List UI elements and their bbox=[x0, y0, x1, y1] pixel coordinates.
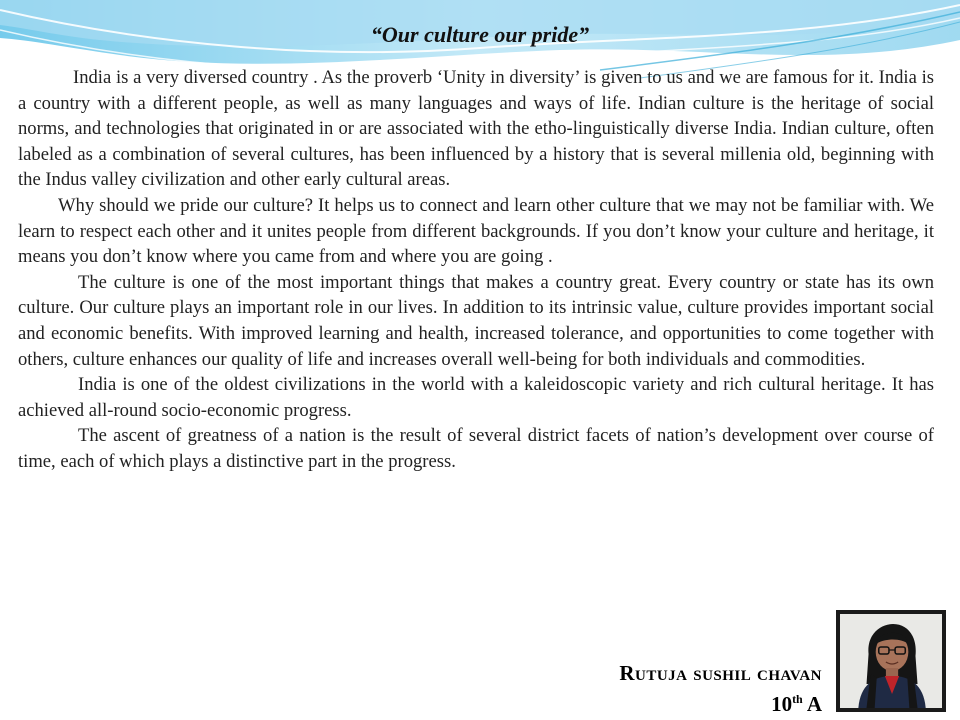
author-name: Rutuja sushil chavan bbox=[619, 661, 822, 685]
student-portrait-icon bbox=[840, 614, 942, 708]
paragraph: The culture is one of the most important things that makes a country great. Every country or state has its own culture. Our culture plays an important role in our lives. In addition to its intrinsic value, culture provides important social and economic benefits. With improved learning and health, increased tolerance, and opportunities to come together with others, culture enhances our quality of life and increases overall well-being for both individuals and commodities. bbox=[18, 271, 934, 370]
essay-body bbox=[18, 65, 934, 475]
class-number: 10 bbox=[771, 692, 793, 716]
author-photo-frame bbox=[836, 610, 946, 712]
essay-title: “Our culture our pride” bbox=[370, 22, 590, 47]
author-class bbox=[619, 686, 822, 717]
author-block bbox=[619, 660, 822, 717]
class-suffix: th bbox=[792, 692, 803, 706]
paragraph: India is a very diversed country . As the proverb ‘Unity in diversity’ is given to us and we are famous for it. India is a country with a different people, as well as many languages and ways of life. Indian culture is the heritage of social norms, and technologies that originated in or are associated with the etho-linguistically diverse India. Indian culture, often labeled as a combination of several cultures, has been influenced by a history that is several millenia old, beginning with the Indus valley civilization and other early cultural areas. bbox=[18, 67, 934, 191]
paragraph: The ascent of greatness of a nation is the result of several district facets of nation’s development over course of time, each of which plays a distinctive part in the progress. bbox=[18, 425, 934, 472]
paragraph: India is one of the oldest civilizations in the world with a kaleidoscopic variety and rich cultural heritage. It has achieved all-round socio-economic progress. bbox=[18, 374, 934, 421]
paragraph: Why should we pride our culture? It helps us to connect and learn other culture that we may not be familiar with. We learn to respect each other and it unites people from different backgrounds. If you don’t know your culture and heritage, it means you don’t know where you came from and where you are going . bbox=[18, 194, 934, 268]
class-section: A bbox=[802, 692, 822, 716]
